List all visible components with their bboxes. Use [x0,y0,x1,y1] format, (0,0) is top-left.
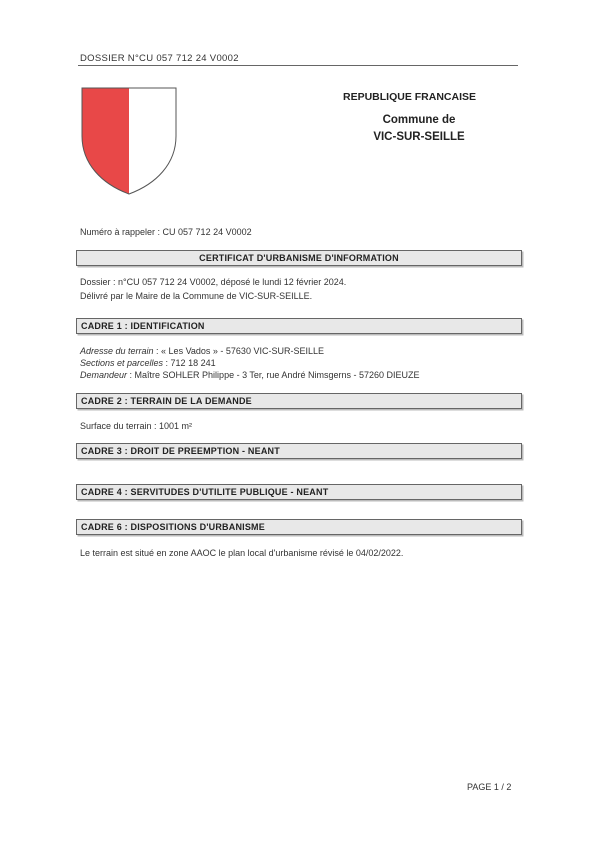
intro-line-1: Dossier : n°CU 057 712 24 V0002, déposé le lundi 12 février 2024. [80,277,347,287]
commune-line-1: Commune de [382,114,456,126]
republic-title: REPUBLIQUE FRANCAISE [343,91,477,103]
surface-line: Surface du terrain : 1001 m² [80,421,193,431]
cadre-6-title: CADRE 6 : DISPOSITIONS D'URBANISME [81,522,265,532]
page-number: PAGE 1 / 2 [467,782,512,792]
adresse-label: Adresse du terrain [80,346,154,356]
commune-line-2: VIC-SUR-SEILLE [373,131,465,143]
cadre-6-box [76,519,522,535]
coat-of-arms-shield-icon [80,86,178,196]
cadre-1-box [76,318,522,334]
cadre-3-title: CADRE 3 : DROIT DE PREEMPTION - NEANT [81,446,280,456]
sections-value: : 712 18 241 [163,358,216,368]
demandeur-line [80,370,420,380]
commune-name [358,112,480,146]
certificate-title: CERTIFICAT D'URBANISME D'INFORMATION [199,253,399,263]
demandeur-label: Demandeur [80,370,128,380]
cadre-4-title: CADRE 4 : SERVITUDES D'UTILITE PUBLIQUE - NEANT [81,487,329,497]
cadre-2-box [76,393,522,409]
sections-label: Sections et parcelles [80,358,164,368]
adresse-line [80,346,324,356]
header-divider [78,65,518,66]
cadre-4-box [76,484,522,500]
adresse-value: : « Les Vados » - 57630 VIC-SUR-SEILLE [153,346,324,356]
cadre-1-title: CADRE 1 : IDENTIFICATION [81,321,205,331]
sections-line [80,358,216,368]
reference-number: Numéro à rappeler : CU 057 712 24 V0002 [80,227,252,237]
shield-left-half [82,88,129,194]
cadre-3-box [76,443,522,459]
demandeur-value: : Maître SOHLER Philippe - 3 Ter, rue André Nimsgerns - 57260 DIEUZE [127,370,420,380]
cadre-2-title: CADRE 2 : TERRAIN DE LA DEMANDE [81,396,252,406]
shield-right-half [129,88,176,194]
certificate-title-box [76,250,522,266]
dossier-header: DOSSIER N°CU 057 712 24 V0002 [80,53,239,64]
zoning-text: Le terrain est situé en zone AAOC le plan local d'urbanisme révisé le 04/02/2022. [80,548,404,558]
intro-line-2: Délivré par le Maire de la Commune de VIC-SUR-SEILLE. [80,291,313,301]
